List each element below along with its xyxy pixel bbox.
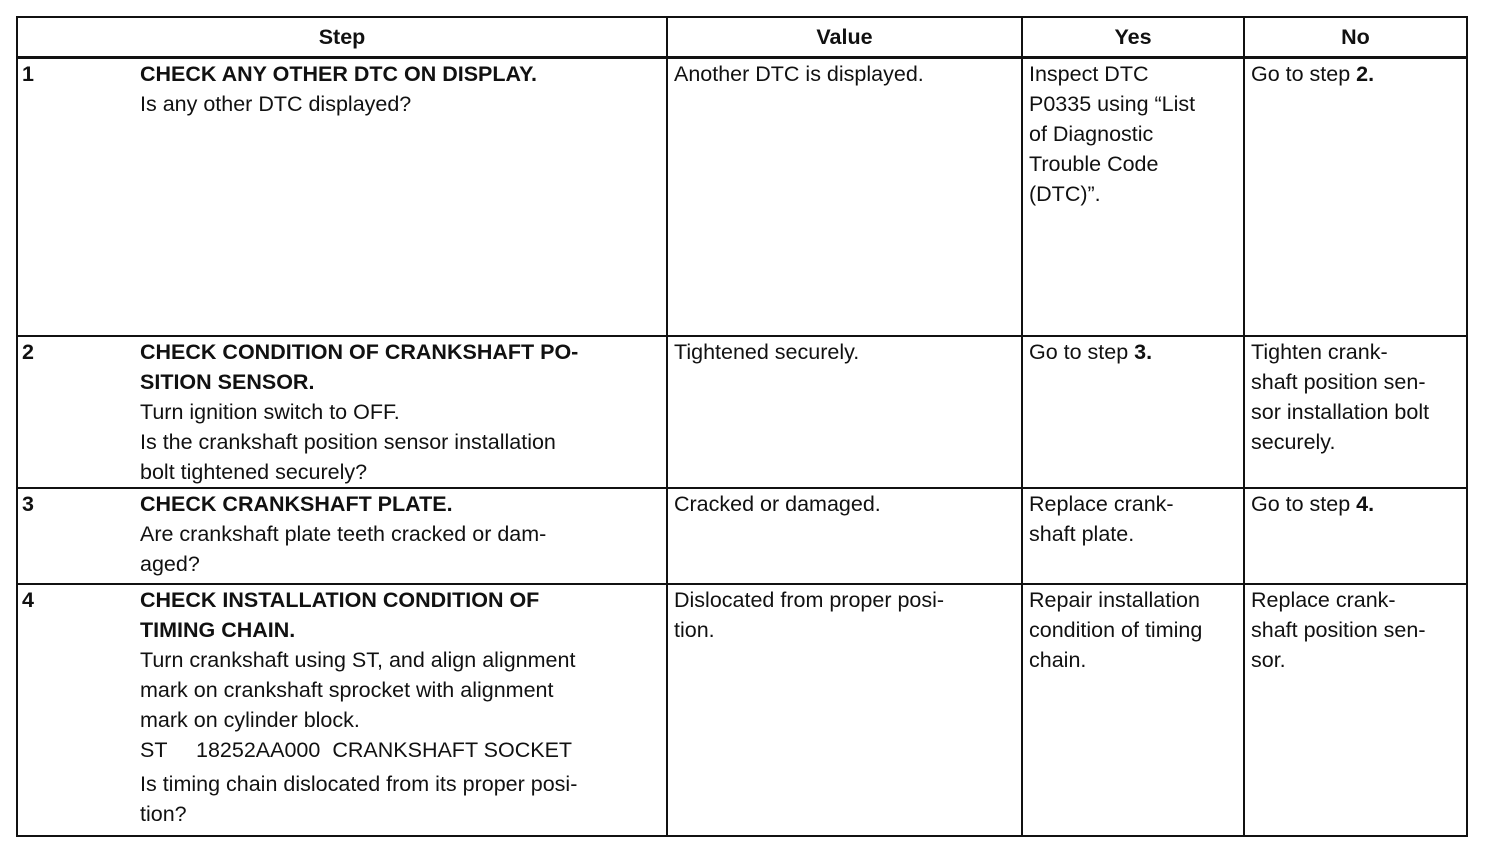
st-label: ST: [140, 737, 168, 762]
header-no: No: [1244, 17, 1467, 58]
no-cell: [1244, 336, 1467, 488]
value-text: Cracked or damaged.: [674, 491, 881, 516]
step-number: 1: [22, 62, 34, 86]
value-cell: [667, 336, 1022, 488]
header-yes: Yes: [1022, 17, 1244, 58]
step-question: Are crankshaft plate teeth cracked or dam-: [140, 521, 547, 546]
header-row: [17, 17, 1467, 58]
yes-text: Trouble Code: [1029, 152, 1159, 176]
yes-text: Repair installation: [1029, 587, 1200, 612]
step-title: CHECK CONDITION OF CRANKSHAFT PO-: [140, 339, 579, 364]
step-question: tion?: [140, 801, 187, 826]
diagnostic-table: [16, 16, 1468, 837]
no-text: Tighten crank-: [1251, 339, 1388, 364]
step-title: CHECK INSTALLATION CONDITION OF: [140, 587, 540, 612]
goto-label: Go to step: [1029, 339, 1135, 364]
step-title: CHECK CRANKSHAFT PLATE.: [140, 491, 453, 516]
step-question: aged?: [140, 551, 200, 576]
step-instruction: mark on crankshaft sprocket with alignment: [140, 677, 554, 702]
goto-step: 3.: [1134, 339, 1153, 364]
diagnostic-table-page: [16, 16, 1466, 837]
step-cell: [17, 336, 667, 488]
goto-step: 4.: [1356, 491, 1375, 516]
table-row: [17, 58, 1467, 336]
step-cell: [17, 584, 667, 836]
step-instruction: Turn ignition switch to OFF.: [140, 399, 400, 424]
st-name: CRANKSHAFT SOCKET: [332, 737, 573, 762]
no-text: [1251, 59, 1460, 89]
special-tool-line: [140, 735, 666, 765]
yes-cell: [1022, 488, 1244, 584]
no-text: Replace crank-: [1251, 587, 1396, 612]
step-cell: [17, 488, 667, 584]
step-number: 2: [22, 339, 34, 364]
no-text: shaft position sen-: [1251, 369, 1426, 394]
header-step: Step: [17, 17, 667, 58]
value-cell: [667, 488, 1022, 584]
table-row: [17, 336, 1467, 488]
no-text: sor.: [1251, 647, 1286, 672]
yes-text: condition of timing: [1029, 617, 1203, 642]
step-title: CHECK ANY OTHER DTC ON DISPLAY.: [140, 62, 538, 86]
step-number: 4: [22, 587, 34, 612]
step-title: TIMING CHAIN.: [140, 617, 296, 642]
step-instruction: mark on cylinder block.: [140, 707, 360, 732]
value-text: Tightened securely.: [674, 339, 860, 364]
st-code: 18252AA000: [196, 737, 321, 762]
step-question: Is timing chain dislocated from its proper posi-: [140, 771, 578, 796]
no-cell: [1244, 488, 1467, 584]
no-text: securely.: [1251, 429, 1336, 454]
yes-text: Replace crank-: [1029, 491, 1174, 516]
no-text: [1251, 489, 1460, 519]
goto-label: Go to step: [1251, 62, 1357, 86]
yes-cell: [1022, 336, 1244, 488]
yes-text: Inspect DTC: [1029, 62, 1149, 86]
no-cell: [1244, 584, 1467, 836]
no-text: sor installation bolt: [1251, 399, 1430, 424]
no-cell: [1244, 58, 1467, 336]
yes-text: chain.: [1029, 647, 1087, 672]
yes-cell: [1022, 58, 1244, 336]
step-cell: [17, 58, 667, 336]
value-text: Another DTC is displayed.: [674, 62, 924, 86]
no-text: shaft position sen-: [1251, 617, 1426, 642]
yes-text: shaft plate.: [1029, 521, 1135, 546]
value-cell: [667, 584, 1022, 836]
step-question: Is any other DTC displayed?: [140, 92, 412, 116]
yes-text: [1029, 337, 1237, 367]
table-row: [17, 488, 1467, 584]
goto-label: Go to step: [1251, 491, 1357, 516]
yes-cell: [1022, 584, 1244, 836]
goto-step: 2.: [1356, 62, 1375, 86]
value-text: tion.: [674, 617, 715, 642]
step-question: bolt tightened securely?: [140, 459, 368, 484]
value-cell: [667, 58, 1022, 336]
table-row: [17, 584, 1467, 836]
header-value: Value: [667, 17, 1022, 58]
yes-text: of Diagnostic: [1029, 122, 1154, 146]
yes-text: (DTC)”.: [1029, 182, 1101, 206]
step-question: Is the crankshaft position sensor installation: [140, 429, 556, 454]
step-instruction: Turn crankshaft using ST, and align alignment: [140, 647, 576, 672]
yes-text: P0335 using “List: [1029, 92, 1196, 116]
step-title: SITION SENSOR.: [140, 369, 315, 394]
value-text: Dislocated from proper posi-: [674, 587, 945, 612]
step-number: 3: [22, 491, 34, 516]
